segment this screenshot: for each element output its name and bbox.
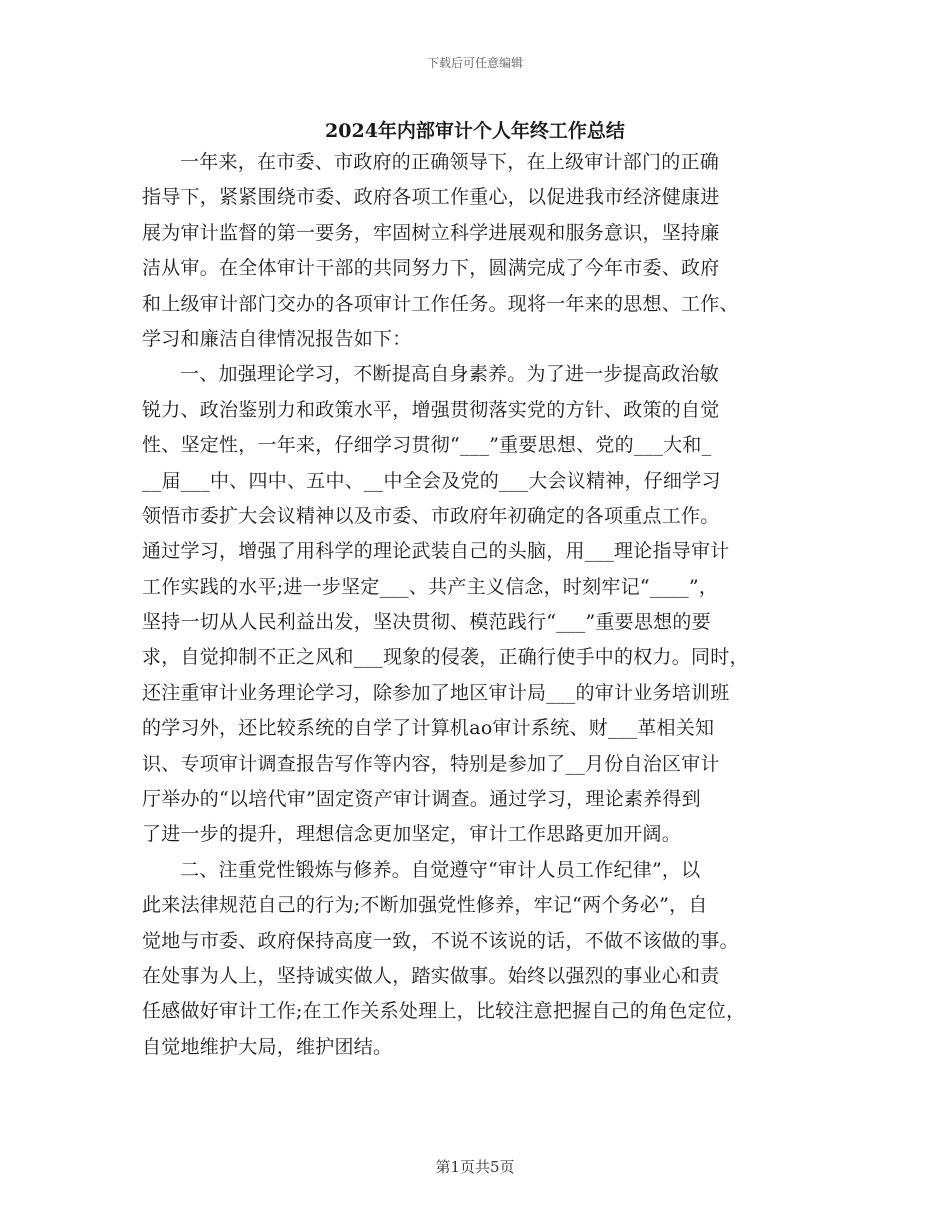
paragraph-theory-line: 求，自觉抑制不正之风和___现象的侵袭，正确行使手中的权力。同时， [142, 646, 749, 669]
paragraph-theory-line: 识、专项审计调查报告写作等内容，特别是参加了__月份自治区审计 [142, 752, 720, 775]
paragraph-theory-line: 工作实践的水平;进一步坚定___、共产主义信念，时刻牢记“____”， [142, 575, 719, 598]
paragraph-theory-line: 锐力、政治鉴别力和政策水平，增强贯彻落实党的方针、政策的自觉 [142, 398, 720, 421]
paragraph-party-line: 二、注重党性锻炼与修养。自觉遵守“审计人员工作纪律”，以 [180, 858, 701, 881]
paragraph-intro-line: 一年来，在市委、市政府的正确领导下，在上级审计部门的正确 [180, 151, 720, 173]
paragraph-theory-line: 通过学习，增强了用科学的理论武装自己的头脑，用___理论指导审计 [142, 540, 730, 563]
paragraph-theory-line: 一、加强理论学习，不断提高自身素养。为了进一步提高政治敏 [180, 363, 720, 386]
paragraph-intro-line: 学习和廉洁自律情况报告如下： [142, 327, 412, 350]
paragraph-party-line: 在处事为人上，坚持诚实做人，踏实做事。始终以强烈的事业心和责 [142, 964, 720, 987]
paragraph-theory-line: __届___中、四中、五中、__中全会及党的___大会议精神，仔细学习 [142, 469, 721, 492]
paragraph-intro-line: 指导下，紧紧围绕市委、政府各项工作重心，以促进我市经济健康进 [142, 186, 720, 209]
paragraph-party-line: 自觉地维护大局，维护团结。 [142, 1035, 393, 1058]
paragraph-party-line: 觉地与市委、政府保持高度一致，不说不该说的话，不做不该做的事。 [142, 929, 739, 952]
document-title: 2024年内部审计个人年终工作总结 [325, 120, 625, 142]
paragraph-intro-line: 洁从审。在全体审计干部的共同努力下，圆满完成了今年市委、政府 [142, 257, 720, 280]
paragraph-intro-line: 展为审计监督的第一要务，牢固树立科学进展观和服务意识，坚持廉 [142, 221, 720, 244]
page-number-footer: 第1页共5页 [435, 1158, 515, 1176]
paragraph-party-line: 任感做好审计工作;在工作关系处理上，比较注意把握自己的角色定位， [142, 1000, 746, 1023]
paragraph-theory-line: 了进一步的提升，理想信念更加坚定，审计工作思路更加开阔。 [142, 823, 682, 846]
paragraph-theory-line: 厅举办的“以培代审”固定资产审计调查。通过学习，理论素养得到 [142, 788, 701, 811]
paragraph-theory-line: 坚持一切从人民利益出发，坚决贯彻、模范践行“___”重要思想的要 [142, 611, 711, 634]
paragraph-intro-line: 和上级审计部门交办的各项审计工作任务。现将一年来的思想、工作、 [142, 292, 739, 315]
paragraph-theory-line: 还注重审计业务理论学习，除参加了地区审计局___的审计业务培训班 [142, 681, 730, 704]
paragraph-party-line: 此来法律规范自己的行为;不断加强党性修养，牢记“两个务必”，自 [142, 894, 708, 917]
document-body [142, 145, 802, 1065]
header-note: 下载后可任意编辑 [426, 56, 523, 70]
paragraph-theory-line: 性、坚定性，一年来，仔细学习贯彻“___”重要思想、党的___大和_ [142, 434, 712, 457]
paragraph-theory-line: 领悟市委扩大会议精神以及市委、市政府年初确定的各项重点工作。 [142, 504, 720, 527]
paragraph-theory-line: 的学习外，还比较系统的自学了计算机ao审计系统、财___革相关知 [142, 717, 715, 740]
